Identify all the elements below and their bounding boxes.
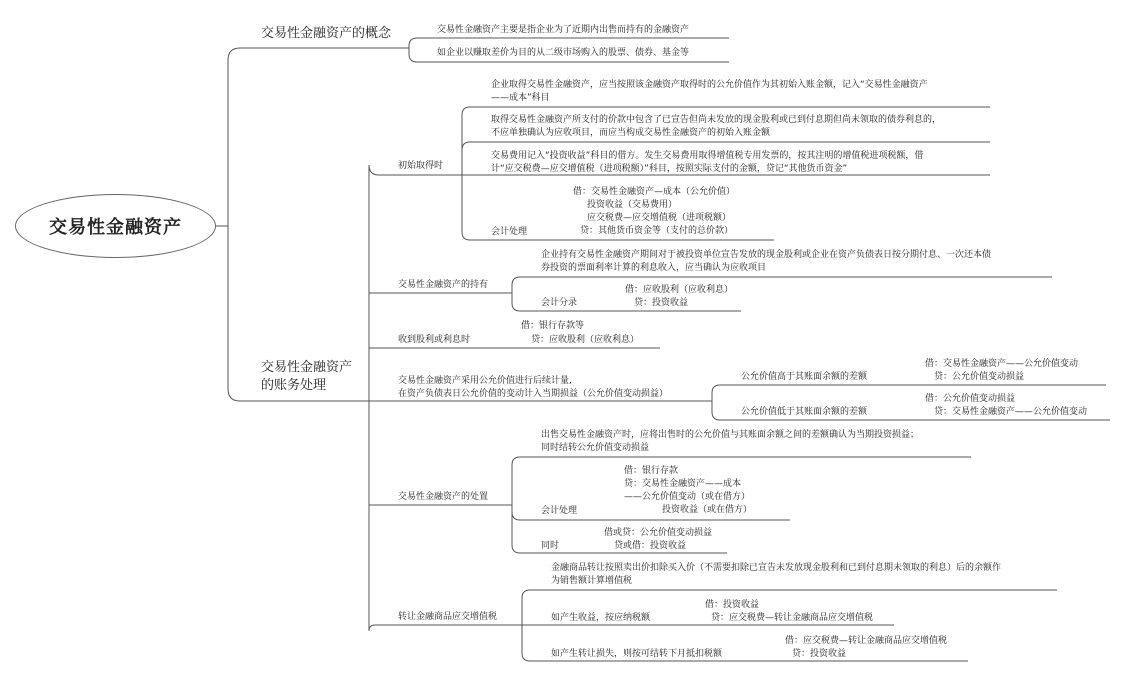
fairvalue-lower-label[interactable]: 公允价值低于其账面余额的差额 bbox=[741, 407, 868, 417]
disposal-also-entry-2: 贷或借：投资收益 bbox=[614, 541, 687, 551]
fairvalue-lower-entry-1: 借：公允价值变动损益 bbox=[925, 394, 1016, 404]
holding-note-b: 券投资的票面利率计算的利息收入，应当确认为应收项目 bbox=[541, 263, 767, 273]
vat-gain-entry-2: 贷：应交税费—转让金融商品应交增值税 bbox=[711, 613, 874, 623]
initial-note-1a[interactable]: 企业取得交易性金融资产，应当按照该金融资产取得时的公允价值作为其初始入账金额，记入“交易性金融资产 bbox=[491, 80, 928, 90]
disposal-note-b: 同时结转公允价值变动损益 bbox=[541, 443, 650, 453]
vat-loss-label[interactable]: 如产生转让损失，则按可结转下月抵扣税额 bbox=[551, 649, 723, 659]
initial-note-2b: 不应单独确认为应收项目，而应当构成交易性金融资产的初始入账金额 bbox=[491, 128, 771, 138]
concept-item-2[interactable]: 如企业以赚取差价为目的从二级市场购入的股票、债券、基金等 bbox=[437, 48, 690, 58]
vat-label[interactable]: 转让金融商品应交增值税 bbox=[398, 612, 498, 622]
vat-loss-entry-1: 借：应交税费—转让金融商品应交增值税 bbox=[785, 636, 948, 646]
receive-entry-1: 借：银行存款等 bbox=[521, 321, 585, 331]
holding-label[interactable]: 交易性金融资产的持有 bbox=[398, 280, 489, 290]
holding-entry-label[interactable]: 会计分录 bbox=[541, 298, 578, 308]
fairvalue-lower-entry-2: 贷：交易性金融资产——公允价值变动 bbox=[934, 407, 1088, 417]
initial-entry-4: 贷：其他货币资金等（支付的总价款） bbox=[580, 226, 734, 236]
initial-note-2a[interactable]: 取得交易性金融资产所支付的价款中包含了已宣告但尚未发放的现金股利或已到付息期但尚未领取的债券利息的， bbox=[491, 115, 942, 125]
vat-note-a[interactable]: 金融商品转让按照卖出价扣除买入价（不需要扣除已宣告未发放现金股利和已到付息期未领取的利息）后的余额作 bbox=[551, 563, 1002, 573]
initial-note-3b: 计“应交税费—应交增值税（进项税额）”科目，按照实际支付的金额，贷记“其他货币资金” bbox=[491, 164, 848, 174]
initial-label[interactable]: 初始取得时 bbox=[398, 161, 444, 171]
root-label: 交易性金融资产 bbox=[49, 217, 182, 238]
holding-entry-1: 借：应收股利（应收利息） bbox=[625, 285, 734, 295]
concept-item-1[interactable]: 交易性金融资产主要是指企业为了近期内出售而持有的金融资产 bbox=[437, 25, 690, 35]
initial-note-1b: ——成本”科目 bbox=[491, 93, 550, 103]
holding-note-a[interactable]: 企业持有交易性金融资产期间对于被投资单位宣告发放的现金股利或企业在资产负债表日按分期付息、一次还本债 bbox=[541, 250, 992, 260]
vat-note-b: 为销售额计算增值税 bbox=[551, 576, 633, 586]
disposal-note-a[interactable]: 出售交易性金融资产时，应将出售时的公允价值与其账面余额之间的差额确认为当期投资损益； bbox=[541, 430, 920, 440]
accounting-branch-label-line1[interactable]: 交易性金融资产 bbox=[261, 360, 353, 375]
initial-note-3a[interactable]: 交易费用记入“投资收益”科目的借方。发生交易费用取得增值税专用发票的，按其注明的增值税进项税额，借 bbox=[491, 151, 924, 161]
disposal-entry-2: 贷：交易性金融资产——成本 bbox=[624, 479, 742, 489]
fairvalue-higher-entry-2: 贷：公允价值变动损益 bbox=[934, 372, 1025, 382]
root-node[interactable] bbox=[15, 194, 216, 258]
fairvalue-higher-label[interactable]: 公允价值高于其账面余额的差额 bbox=[741, 372, 868, 382]
vat-loss-entry-2: 贷：投资收益 bbox=[792, 649, 847, 659]
initial-entry-2: 投资收益（交易费用） bbox=[587, 200, 678, 210]
disposal-entry-3: ——公允价值变动（或在借方） bbox=[624, 492, 751, 502]
initial-entry-1: 借：交易性金融资产—成本（公允价值） bbox=[573, 187, 736, 197]
initial-entry-label[interactable]: 会计处理 bbox=[491, 227, 528, 237]
disposal-label[interactable]: 交易性金融资产的处置 bbox=[398, 492, 489, 502]
receive-label[interactable]: 收到股利或利息时 bbox=[398, 335, 471, 345]
initial-entry-3: 应交税费—应交增值税（进项税额） bbox=[587, 213, 732, 223]
disposal-also-entry-1: 借或贷：公允价值变动损益 bbox=[604, 528, 713, 538]
vat-gain-entry-1: 借：投资收益 bbox=[705, 600, 760, 610]
vat-gain-label[interactable]: 如产生收益，按应纳税额 bbox=[551, 613, 651, 623]
accounting-branch-label-line2: 的账务处理 bbox=[261, 378, 327, 393]
holding-entry-2: 贷：投资收益 bbox=[634, 298, 689, 308]
receive-entry-2: 贷：应收股利（应收利息） bbox=[531, 335, 640, 345]
disposal-entry-4: 投资收益（或在借方） bbox=[662, 505, 753, 515]
fairvalue-higher-entry-1: 借：交易性金融资产——公允价值变动 bbox=[925, 359, 1079, 369]
disposal-also-label[interactable]: 同时 bbox=[541, 541, 560, 551]
fairvalue-label-a[interactable]: 交易性金融资产采用公允价值进行后续计量, bbox=[398, 376, 572, 386]
disposal-entry-label[interactable]: 会计处理 bbox=[541, 506, 578, 516]
disposal-entry-1: 借：银行存款 bbox=[624, 466, 679, 476]
concept-branch-label[interactable]: 交易性金融资产的概念 bbox=[261, 26, 392, 41]
fairvalue-label-b: 在资产负债表日公允价值的变动计入当期损益（公允价值变动损益） bbox=[398, 389, 669, 399]
